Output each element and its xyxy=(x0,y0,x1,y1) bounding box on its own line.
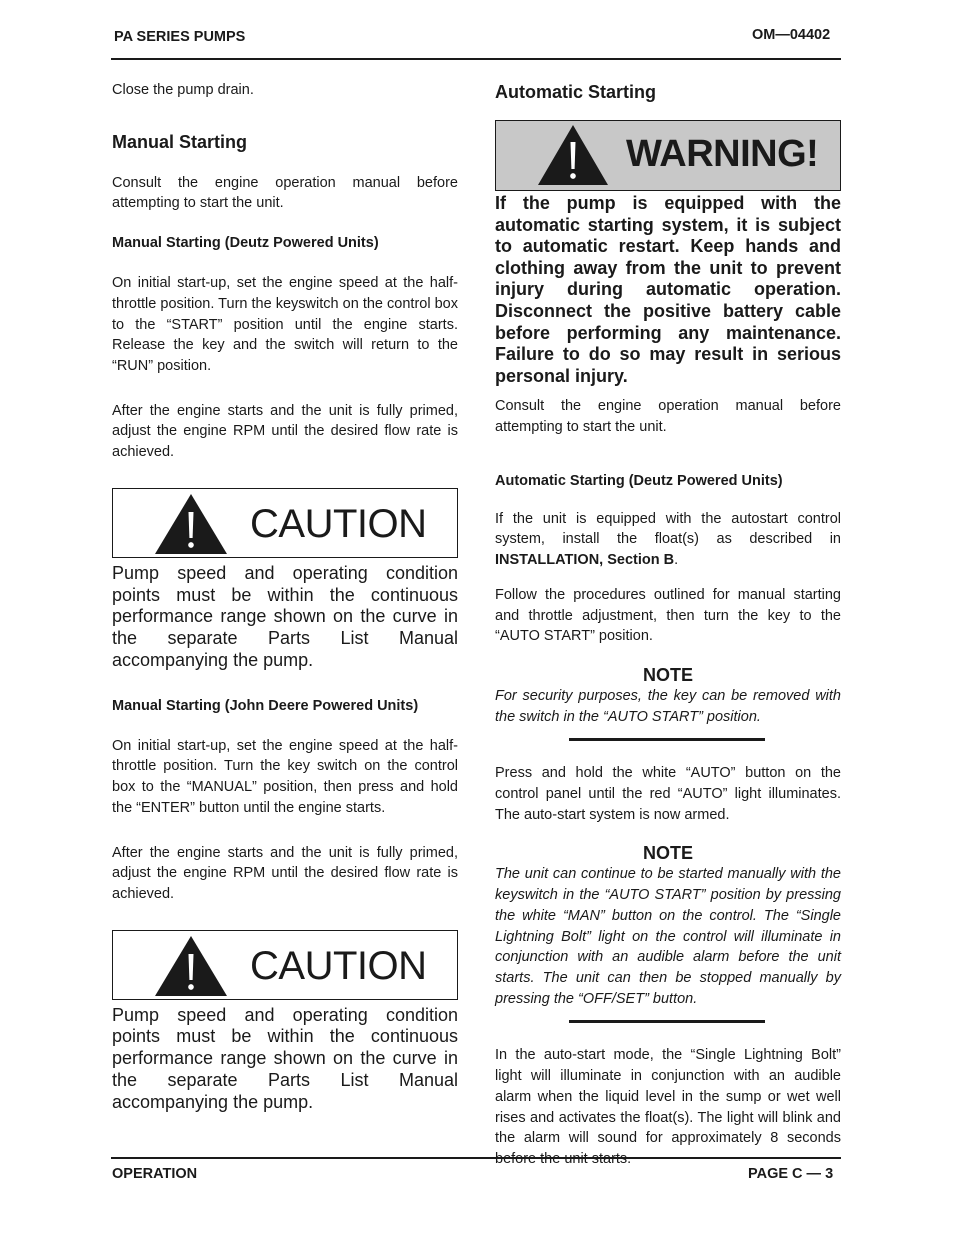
caution-box-1 xyxy=(112,488,458,558)
note-2-title: NOTE xyxy=(642,843,693,864)
manual-starting-heading: Manual Starting xyxy=(112,131,248,152)
autostart-install-lead: If the unit is equipped with the autostart control system, install the float(s) as described in xyxy=(495,510,841,548)
caution-text-1: Pump speed and operating condition points must be within the continuous performance range shown on the curve in the separate Parts List Manual accompanying the pump. xyxy=(112,562,458,670)
auto-deutz-heading: Automatic Starting (Deutz Powered Units) xyxy=(495,472,783,489)
warning-box xyxy=(495,120,841,191)
deutz-paragraph-2: After the engine starts and the unit is fully primed, adjust the engine RPM until the desired flow rate is achieved. xyxy=(112,402,458,461)
john-deere-paragraph-2: After the engine starts and the unit is fully primed, adjust the engine RPM until the desired flow rate is achieved. xyxy=(112,844,458,902)
caution-text-2: Pump speed and operating condition points must be within the continuous performance range shown on the curve in the separate Parts List Manual accompanying the pump. xyxy=(112,1004,458,1112)
left-column xyxy=(112,80,458,1114)
footer-right: PAGE C — 3 xyxy=(748,1166,834,1182)
footer-left: OPERATION xyxy=(112,1166,198,1182)
header-rule xyxy=(111,58,841,60)
header-right: OM—04402 xyxy=(752,27,831,43)
warning-triangle-icon xyxy=(537,124,609,186)
warning-title: WARNING! xyxy=(626,133,819,175)
caution-box-2 xyxy=(112,930,458,1000)
close-drain-text: Close the pump drain. xyxy=(112,82,254,98)
header-left: PA SERIES PUMPS xyxy=(114,29,246,45)
john-deere-heading: Manual Starting (John Deere Powered Units) xyxy=(112,697,419,714)
auto-consult-text: Consult the engine operation manual before attempting to start the unit. xyxy=(495,398,841,436)
note-2-text: The unit can continue to be started manually with the keyswitch in the “AUTO START” position by pressing the white “MAN” button on the control. The “Single Lightning Bolt” light on the control will illuminate in conjunction with an audible alarm before the unit starts. The unit can then be stopped manually by pressing the “OFF/SET” button. xyxy=(495,866,841,1007)
john-deere-paragraph-1: On initial start-up, set the engine speed at the half-throttle position. Turn the key switch on the control box to the “MANUAL” position, then press and hold the “ENTER” button until the engine starts. xyxy=(112,737,458,816)
autostart-install-end: . xyxy=(674,552,679,569)
automatic-starting-heading: Automatic Starting xyxy=(495,82,657,102)
right-column xyxy=(495,80,841,1170)
auto-start-mode-text: In the auto-start mode, the “Single Lightning Bolt” light will illuminate in conjunction with an audible alarm when the liquid level in the sump or wet well rises and activates the float(s). The light will blink and the alarm will sound for approximately 8 seconds xyxy=(495,1047,841,1147)
manual-consult-text: Consult the engine operation manual before attempting to start the unit. xyxy=(112,174,458,212)
deutz-paragraph-1: On initial start-up, set the engine speed at the half-throttle position. Turn the keyswitch on the control box to the “START” position until the engine starts. Release the key and the switch will return to the “RUN” position. xyxy=(112,275,458,374)
note-1-text: For security purposes, the key can be removed with the switch in the “AUTO START” position. xyxy=(495,687,841,725)
press-auto-text: Press and hold the white “AUTO” button on the control panel until the red “AUTO” light illuminates. The auto-start system is now armed. xyxy=(495,765,841,823)
footer-rule xyxy=(111,1157,841,1159)
autostart-install-text xyxy=(495,509,841,571)
warning-triangle-icon xyxy=(154,935,228,997)
installation-reference: INSTALLATION, Section B xyxy=(495,552,675,569)
warning-triangle-icon xyxy=(154,493,228,555)
warning-text: If the pump is equipped with the automatic starting system, it is subject to automatic restart. Keep hands and clothing away from the unit to prevent injury during automatic operation. Disconnect the positive battery cable before performing any maintenance. Failure to do so may result in serious personal injury. xyxy=(495,193,841,386)
note-1-separator xyxy=(569,738,765,741)
caution-title-1: CAUTION xyxy=(250,501,427,546)
note-2-separator xyxy=(569,1020,765,1023)
follow-procedures-text: Follow the procedures outlined for manual starting and throttle adjustment, then turn the key to the “AUTO START” position. xyxy=(495,586,841,645)
deutz-heading: Manual Starting (Deutz Powered Units) xyxy=(112,235,379,252)
caution-title-2: CAUTION xyxy=(250,943,427,988)
note-1-title: NOTE xyxy=(642,664,693,685)
